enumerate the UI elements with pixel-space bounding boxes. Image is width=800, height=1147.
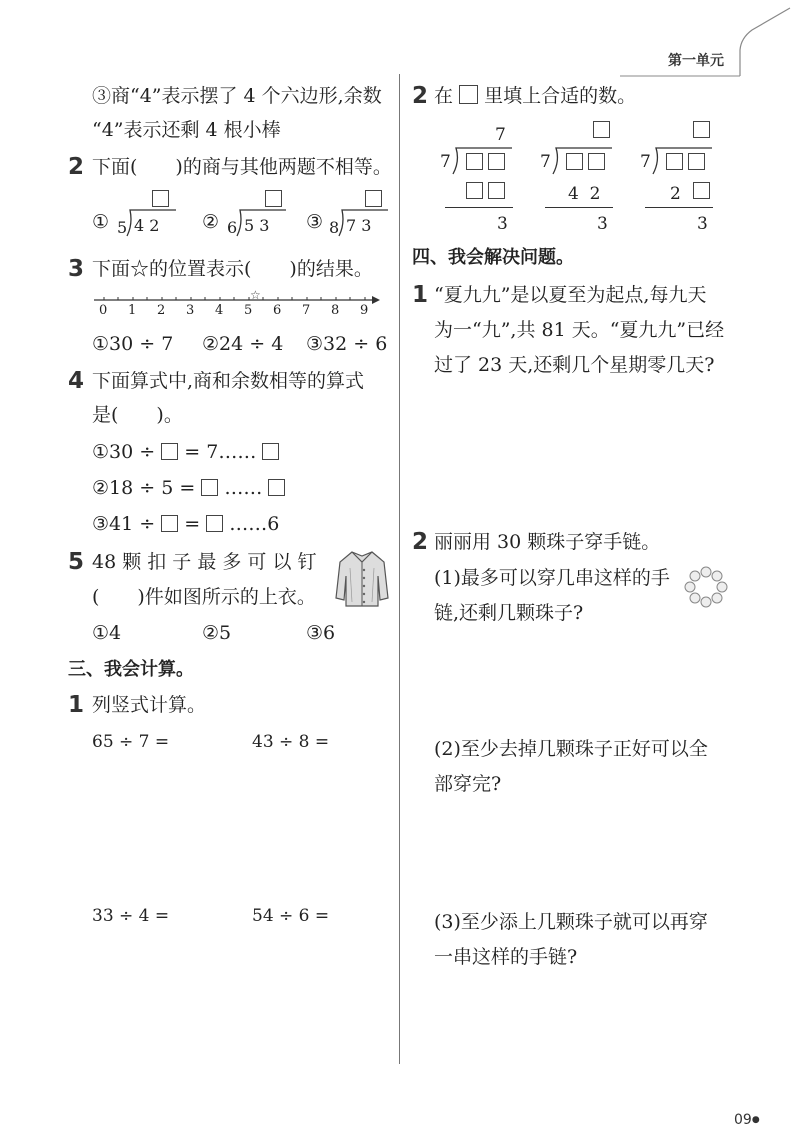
sub-question: (3)至少添上几颗珠子就可以再穿 — [434, 911, 708, 933]
remainder: 3 — [497, 214, 508, 234]
answer-box[interactable] — [693, 182, 710, 201]
subtraction-line — [545, 207, 613, 208]
answer-box[interactable] — [265, 190, 282, 209]
answer-box[interactable] — [201, 479, 218, 496]
question-number: 4 — [68, 368, 85, 394]
question-text: 下面( )的商与其他两题不相等。 — [92, 156, 392, 178]
equation-text: = — [184, 513, 201, 535]
answer-box[interactable] — [365, 190, 382, 209]
option: ②24 ÷ 4 — [202, 333, 284, 355]
equation-text: = 7…… — [184, 441, 257, 463]
question-text-part: 里填上合适的数。 — [484, 85, 637, 107]
option: ①4 — [92, 622, 122, 644]
tick-label: 2 — [157, 303, 166, 318]
dot-icon: ● — [751, 1115, 760, 1125]
tick-label: 9 — [360, 303, 369, 318]
answer-box[interactable] — [152, 190, 169, 209]
answer-boxes-row[interactable] — [566, 153, 605, 172]
column-divider — [399, 74, 400, 1064]
subtraction-line — [445, 207, 513, 208]
equation-text: ……6 — [229, 513, 280, 535]
sub-question: 部穿完? — [434, 773, 502, 795]
tick-label: 1 — [128, 303, 137, 318]
answer-box[interactable] — [693, 121, 710, 140]
dividend: 5 3 — [244, 216, 270, 235]
unit-title: 第一单元 — [668, 53, 724, 69]
question-text: ( )件如图所示的上衣。 — [92, 586, 316, 608]
question-number: 3 — [68, 256, 85, 282]
answer-box[interactable] — [161, 443, 178, 460]
equation-2 — [92, 476, 285, 500]
divisor: 7 — [540, 152, 551, 172]
subtrahend: 4 2 — [568, 184, 601, 204]
question-text: 下面算式中,商和余数相等的算式 — [92, 370, 365, 392]
answer-boxes-row[interactable] — [466, 153, 505, 172]
problem-text: 过了 23 天,还剩几个星期零几天? — [434, 354, 715, 376]
tick-label: 3 — [186, 303, 195, 318]
equation-text: ②18 ÷ 5 = — [92, 477, 196, 499]
answer-box[interactable] — [593, 121, 610, 140]
question-text: 是( )。 — [92, 404, 183, 426]
tick-label: 8 — [331, 303, 340, 318]
page-number — [734, 1112, 760, 1128]
subtraction-line — [645, 207, 713, 208]
tick-label: 5 — [244, 303, 253, 318]
quotient: 7 — [495, 125, 506, 145]
question-number: 5 — [68, 549, 85, 575]
calc-item: 33 ÷ 4 = — [92, 906, 170, 926]
divisor: 6 — [227, 218, 238, 237]
q1-continued-line2: “4”表示还剩 4 根小棒 — [92, 119, 281, 141]
question-text: 下面☆的位置表示( )的结果。 — [92, 258, 373, 280]
section-heading: 三、我会计算。 — [68, 659, 194, 680]
page-number-value: 09 — [734, 1112, 752, 1128]
answer-boxes-row[interactable] — [466, 182, 505, 201]
equation-3 — [92, 512, 279, 536]
shirt-image — [334, 548, 390, 610]
option-mark: ② — [202, 211, 220, 233]
option-mark: ① — [92, 211, 110, 233]
question-text-part: 在 — [434, 85, 454, 107]
dividend: 7 3 — [346, 216, 372, 235]
sub-question: (2)至少去掉几颗珠子正好可以全 — [434, 738, 708, 760]
bracelet-image — [684, 566, 728, 608]
answer-boxes-row[interactable] — [666, 153, 705, 172]
question-text — [434, 84, 636, 108]
answer-box[interactable] — [268, 479, 285, 496]
divisor: 7 — [640, 152, 651, 172]
calc-item: 65 ÷ 7 = — [92, 732, 170, 752]
question-number: 1 — [68, 692, 85, 718]
calc-item: 54 ÷ 6 = — [252, 906, 330, 926]
equation-1 — [92, 440, 279, 464]
tick-label: 0 — [99, 303, 108, 318]
subtrahend: 2 — [670, 184, 681, 204]
dividend: 4 2 — [134, 216, 160, 235]
option: ①30 ÷ 7 — [92, 333, 174, 355]
q1-continued-line1: ③商“4”表示摆了 4 个六边形,余数 — [92, 85, 382, 107]
question-number: 2 — [68, 154, 85, 180]
problem-text: “夏九九”是以夏至为起点,每九天 — [434, 284, 707, 306]
star-marker: ☆ — [250, 288, 261, 302]
option: ③32 ÷ 6 — [306, 333, 388, 355]
tick-label: 7 — [302, 303, 311, 318]
remainder: 3 — [597, 214, 608, 234]
question-number: 2 — [412, 529, 429, 555]
box-icon — [459, 85, 478, 104]
question-number: 1 — [412, 282, 429, 308]
question-number: 2 — [412, 83, 429, 109]
equation-text: ③41 ÷ — [92, 513, 156, 535]
section-heading: 四、我会解决问题。 — [412, 247, 574, 268]
equation-text: …… — [224, 477, 263, 499]
equation-text: ①30 ÷ — [92, 441, 156, 463]
answer-box[interactable] — [262, 443, 279, 460]
option: ②5 — [202, 622, 232, 644]
tick-label: 6 — [273, 303, 282, 318]
sub-question: 链,还剩几颗珠子? — [434, 602, 584, 624]
question-text: 48 颗 扣 子 最 多 可 以 钉 — [92, 551, 317, 573]
tick-label: 4 — [215, 303, 224, 318]
calc-item: 43 ÷ 8 = — [252, 732, 330, 752]
option: ③6 — [306, 622, 336, 644]
answer-box[interactable] — [206, 515, 223, 532]
sub-question: 一串这样的手链? — [434, 946, 578, 968]
problem-text: 丽丽用 30 颗珠子穿手链。 — [434, 531, 661, 553]
problem-text: 为一“九”,共 81 天。“夏九九”已经 — [434, 319, 725, 341]
answer-box[interactable] — [161, 515, 178, 532]
divisor: 8 — [329, 218, 340, 237]
sub-question: (1)最多可以穿几串这样的手 — [434, 567, 670, 589]
divisor: 5 — [117, 218, 128, 237]
question-text: 列竖式计算。 — [92, 694, 207, 716]
option-mark: ③ — [306, 211, 324, 233]
divisor: 7 — [440, 152, 451, 172]
remainder: 3 — [697, 214, 708, 234]
